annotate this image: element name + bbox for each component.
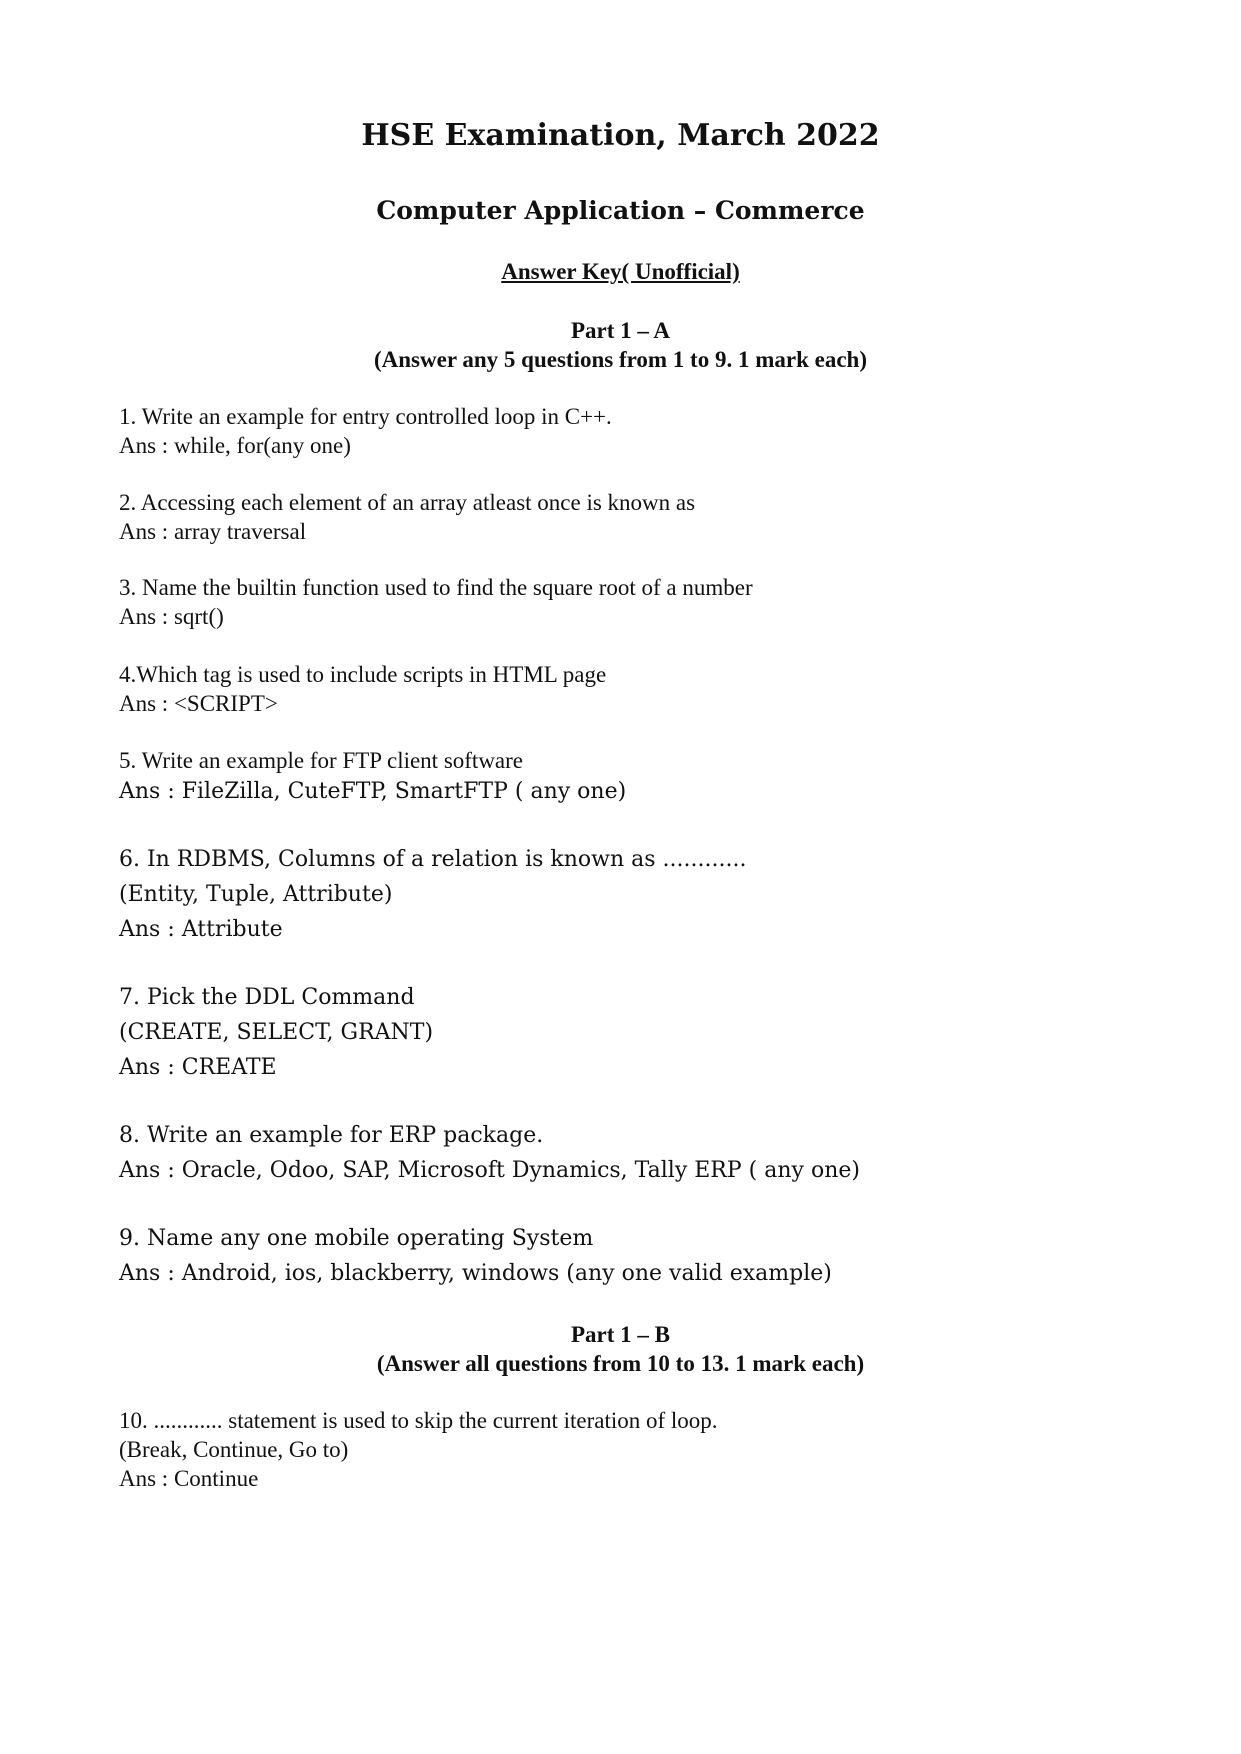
part-a-instructions: (Answer any 5 questions from 1 to 9. 1 mark each) [374, 347, 867, 372]
question-options: (Break, Continue, Go to) [119, 1437, 349, 1462]
question-2 [119, 488, 695, 546]
question-1 [119, 402, 612, 460]
document-title: HSE Examination, March 2022 [361, 118, 880, 153]
answer-key-label: Answer Key( Unofficial) [501, 259, 740, 284]
answer-text: Ans : Android, ios, blackberry, windows (any one valid example) [119, 1261, 832, 1286]
question-text: 10. ............ statement is used to skip the current iteration of loop. [119, 1408, 718, 1433]
document-subtitle: Computer Application – Commerce [376, 196, 865, 225]
question-text: 6. In RDBMS, Columns of a relation is known as ............ [119, 847, 747, 872]
question-5 [119, 746, 626, 809]
part-a-header [0, 316, 1241, 374]
question-text: 1. Write an example for entry controlled loop in C++. [119, 404, 612, 429]
question-text: 4.Which tag is used to include scripts in HTML page [119, 662, 607, 687]
answer-text: Ans : sqrt() [119, 604, 224, 629]
part-a-heading: Part 1 – A [570, 318, 670, 343]
question-options: (CREATE, SELECT, GRANT) [119, 1020, 434, 1045]
question-text: 3. Name the builtin function used to find the square root of a number [119, 575, 753, 600]
question-10 [119, 1406, 718, 1493]
answer-text: Ans : Oracle, Odoo, SAP, Microsoft Dynamics, Tally ERP ( any one) [119, 1158, 860, 1183]
answer-text: Ans : array traversal [119, 519, 307, 544]
question-text: 9. Name any one mobile operating System [119, 1226, 594, 1251]
answer-text: Ans : FileZilla, CuteFTP, SmartFTP ( any one) [119, 779, 627, 804]
question-text: 8. Write an example for ERP package. [119, 1123, 544, 1148]
question-3 [119, 573, 753, 631]
answer-text: Ans : Attribute [119, 917, 283, 942]
question-6 [119, 842, 746, 947]
question-text: 7. Pick the DDL Command [119, 985, 415, 1010]
part-b-heading: Part 1 – B [570, 1322, 670, 1347]
question-options: (Entity, Tuple, Attribute) [119, 882, 393, 907]
part-b-header [0, 1320, 1241, 1378]
question-text: 5. Write an example for FTP client software [119, 748, 524, 773]
part-b-instructions: (Answer all questions from 10 to 13. 1 mark each) [376, 1351, 865, 1376]
answer-text: Ans : while, for(any one) [119, 433, 351, 458]
answer-text: Ans : CREATE [119, 1055, 277, 1080]
question-9 [119, 1221, 832, 1291]
question-7 [119, 980, 433, 1085]
answer-text: Ans : <SCRIPT> [119, 691, 278, 716]
question-4 [119, 660, 606, 718]
question-8 [119, 1118, 860, 1188]
answer-text: Ans : Continue [119, 1466, 259, 1491]
question-text: 2. Accessing each element of an array atleast once is known as [119, 490, 696, 515]
